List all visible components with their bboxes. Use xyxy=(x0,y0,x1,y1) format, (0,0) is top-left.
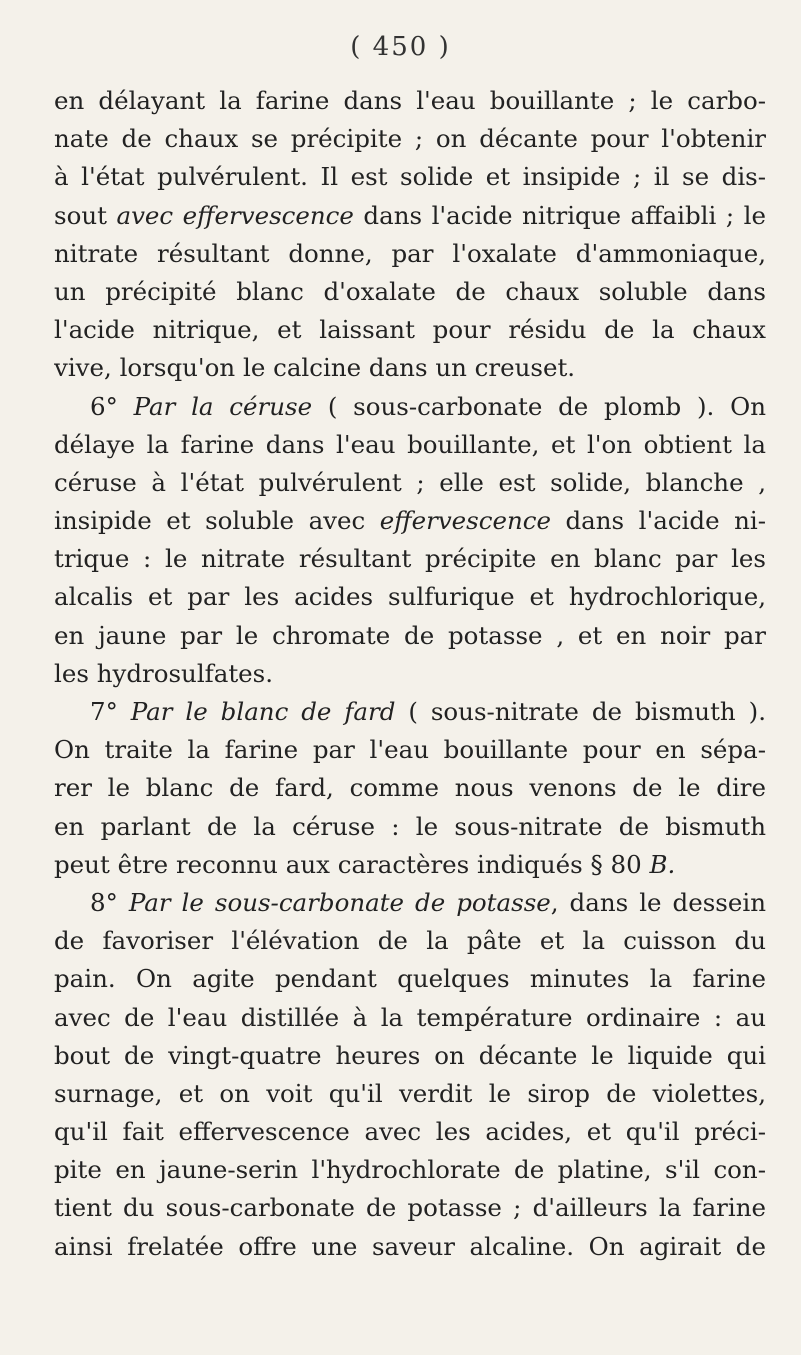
text-line xyxy=(54,693,766,731)
text-line xyxy=(54,617,766,655)
line-text: les hydrosulfates. xyxy=(54,658,274,688)
line-text: délaye la farine dans l'eau bouillante, et l'on obtient la xyxy=(54,429,766,459)
line-fragment: ( sous-carbonate de plomb ). On xyxy=(312,391,766,421)
line-text: rer le blanc de fard, comme nous venons de le dire xyxy=(54,773,766,803)
line-text: un précipité blanc d'oxalate de chaux soluble dans xyxy=(54,276,766,306)
line-fragment: Par le blanc de fard xyxy=(130,697,396,726)
line-text: pite en jaune-serin l'hydrochlorate de platine, s'il con- xyxy=(54,1155,766,1185)
text-line xyxy=(54,158,766,196)
text-line xyxy=(54,1075,766,1113)
text-line xyxy=(54,426,766,464)
text-line xyxy=(54,960,766,998)
text-line xyxy=(54,655,766,693)
text-line xyxy=(54,808,766,846)
text-line xyxy=(54,578,766,616)
line-text: surnage, et on voit qu'il verdit le sirop de violettes, xyxy=(54,1078,766,1108)
line-text: en parlant de la céruse : le sous-nitrate de bismuth xyxy=(54,811,766,841)
line-text: à l'état pulvérulent. Il est solide et insipide ; il se dis- xyxy=(54,162,766,192)
text-line xyxy=(54,1228,766,1266)
line-text: nate de chaux se précipite ; on décante pour l'obtenir xyxy=(54,124,766,154)
line-text: vive, lorsqu'on le calcine dans un creuset. xyxy=(54,353,576,383)
text-line xyxy=(54,1151,766,1189)
text-line xyxy=(54,197,766,235)
text-line xyxy=(54,311,766,349)
text-line xyxy=(54,540,766,578)
line-text: pain. On agite pendant quelques minutes la farine xyxy=(54,964,766,994)
line-text: de favoriser l'élévation de la pâte et la cuisson du xyxy=(54,926,766,956)
line-fragment: , dans le dessein xyxy=(550,887,766,917)
line-fragment: 7° xyxy=(90,697,131,726)
text-line xyxy=(54,120,766,158)
line-fragment: effervescence xyxy=(379,506,551,536)
text-line xyxy=(54,273,766,311)
line-text: ainsi frelatée offre une saveur alcaline. On agirait de xyxy=(54,1231,766,1261)
line-fragment: dans l'acide nitrique affaibli ; le xyxy=(353,200,766,230)
line-text: alcalis et par les acides sulfurique et hydrochlorique, xyxy=(54,582,766,612)
line-text: On traite la farine par l'eau bouillante pour en sépa- xyxy=(54,735,766,765)
text-line xyxy=(54,999,766,1037)
line-text: en délayant la farine dans l'eau bouillante ; le carbo- xyxy=(54,86,766,115)
text-line xyxy=(54,502,766,540)
line-fragment: Par la céruse xyxy=(133,391,313,421)
page-number: ( 450 ) xyxy=(350,32,451,62)
line-text: bout de vingt-quatre heures on décante le liquide qui xyxy=(54,1040,766,1070)
text-line xyxy=(54,1189,766,1227)
line-text: tient du sous-carbonate de potasse ; d'ailleurs la farine xyxy=(54,1193,766,1223)
text-line xyxy=(54,1037,766,1075)
line-fragment: B. xyxy=(649,849,676,879)
body-text xyxy=(54,82,766,1266)
line-text: avec de l'eau distillée à la température ordinaire : au xyxy=(54,1002,766,1032)
line-text: céruse à l'état pulvérulent ; elle est solide, blanche , xyxy=(54,467,766,497)
line-text: en jaune par le chromate de potasse , et en noir par xyxy=(54,620,766,650)
line-fragment: Par le sous-carbonate de potasse xyxy=(128,887,551,917)
line-fragment: insipide et soluble avec xyxy=(54,506,380,536)
text-line xyxy=(54,349,766,387)
text-line xyxy=(54,388,766,426)
text-line xyxy=(54,464,766,502)
text-line xyxy=(54,769,766,807)
line-text: l'acide nitrique, et laissant pour résidu de la chaux xyxy=(54,315,766,345)
line-text: qu'il fait effervescence avec les acides, et qu'il préci- xyxy=(54,1117,766,1147)
line-text: trique : le nitrate résultant précipite en blanc par les xyxy=(54,544,766,574)
line-fragment: ( sous-nitrate de bismuth ). xyxy=(395,697,766,726)
text-line xyxy=(54,1113,766,1151)
line-text: nitrate résultant donne, par l'oxalate d'ammoniaque, xyxy=(54,238,766,268)
text-line xyxy=(54,82,766,120)
line-fragment: dans l'acide ni- xyxy=(550,506,766,536)
line-fragment: avec effervescence xyxy=(116,200,354,230)
text-line xyxy=(54,731,766,769)
text-line xyxy=(54,922,766,960)
line-fragment: 8° xyxy=(90,887,129,917)
line-fragment: sout xyxy=(54,200,117,230)
line-fragment: 6° xyxy=(90,391,134,421)
line-fragment: peut être reconnu aux caractères indiqués § 80 xyxy=(54,849,650,879)
text-line xyxy=(54,884,766,922)
text-line xyxy=(54,846,766,884)
text-line xyxy=(54,235,766,273)
